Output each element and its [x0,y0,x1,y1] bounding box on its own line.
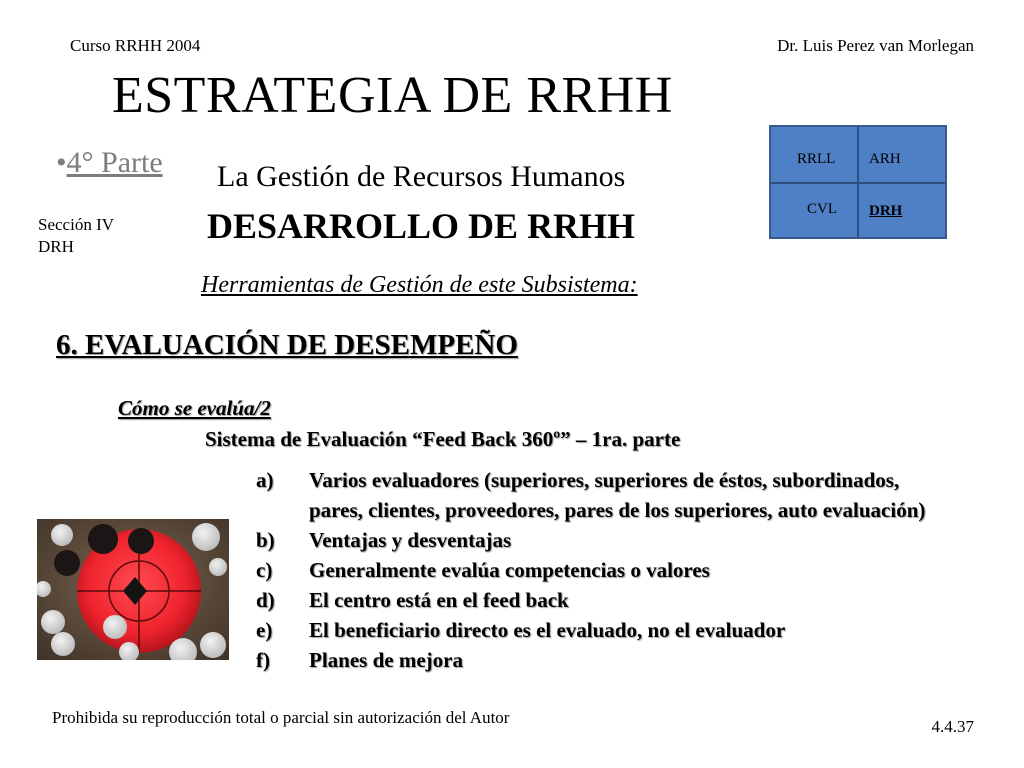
target-photo [37,519,229,660]
list-text: El beneficiario directo es el evaluado, no el evaluador [309,618,786,642]
page-number: 4.4.37 [931,717,974,736]
list-text: Planes de mejora [309,648,463,672]
grid-cell-drh[interactable]: DRH [869,203,903,219]
part-label[interactable]: 4° Parte [66,146,163,179]
list-item [256,585,936,615]
como-se-evalua-heading: Cómo se evalúa/2 [118,396,271,420]
list-text: Varios evaluadores (superiores, superiores de éstos, subordinados, pares, clientes, proveedores, pares de los superiores, auto evaluación) [309,468,926,522]
target-image [37,519,229,660]
list-item [256,525,936,555]
list-item [256,555,936,585]
list-marker: e) [256,618,273,642]
tools-subheading: Herramientas de Gestión de este Subsistema: [201,272,638,298]
list-marker: f) [256,648,270,672]
list-marker: b) [256,528,275,552]
list-text: Ventajas y desventajas [309,528,512,552]
feedback-list [256,465,936,675]
list-marker: c) [256,558,273,582]
grid-cell-arh: ARH [869,151,901,167]
hr-subsystem-grid [769,125,947,239]
list-marker: d) [256,588,275,612]
header-course: Curso RRHH 2004 [70,36,201,55]
feedback-360-heading: Sistema de Evaluación “Feed Back 360º” – 1ra. parte [205,427,681,451]
header-author: Dr. Luis Perez van Morlegan [777,36,974,55]
list-item [256,465,936,525]
list-text: Generalmente evalúa competencias o valores [309,558,710,582]
list-item [256,615,936,645]
section-line-2: DRH [38,237,74,256]
evaluation-title: 6. EVALUACIÓN DE DESEMPEÑO [56,329,518,361]
grid-cell-rrll: RRLL [797,151,836,167]
list-item [256,645,936,675]
grid-divider-horizontal [771,182,945,184]
part-bullet: • [56,146,67,179]
list-text: El centro está en el feed back [309,588,569,612]
section-heading: DESARROLLO DE RRHH [207,206,636,246]
copyright-footer: Prohibida su reproducción total o parcial sin autorización del Autor [52,708,510,727]
section-label [38,214,114,258]
part-link[interactable] [56,146,163,180]
grid-cell-cvl: CVL [807,201,837,217]
list-marker: a) [256,468,274,492]
section-line-1: Sección IV [38,215,115,234]
slide-subtitle: La Gestión de Recursos Humanos [217,160,626,193]
slide-title: ESTRATEGIA DE RRHH [112,67,673,124]
